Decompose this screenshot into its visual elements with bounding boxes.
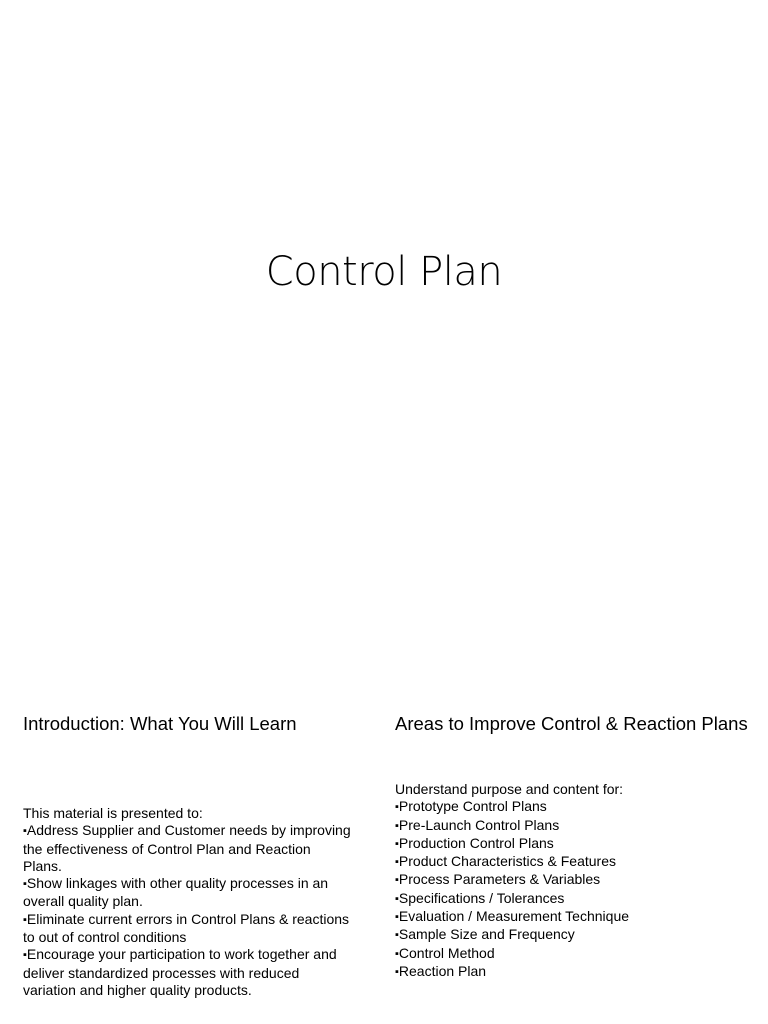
- areas-bullet: ▪ Reaction Plan: [395, 963, 755, 981]
- areas-bullet: ▪ Production Control Plans: [395, 835, 755, 853]
- areas-body: [395, 781, 755, 981]
- areas-bullet: ▪ Control Method: [395, 945, 755, 963]
- intro-body: [23, 805, 353, 999]
- document-title: Control Plan: [265, 249, 503, 295]
- intro-bullet: ▪ Address Supplier and Customer needs by improving the effectiveness of Control Plan and Reaction Plans.: [23, 822, 353, 875]
- areas-section: [395, 712, 755, 979]
- areas-bullet: ▪ Pre-Launch Control Plans: [395, 817, 755, 835]
- intro-heading: Introduction: What You Will Learn: [23, 713, 297, 734]
- areas-bullet: ▪ Prototype Control Plans: [395, 798, 755, 816]
- areas-bullet: ▪ Product Characteristics & Features: [395, 853, 755, 871]
- areas-bullet: ▪ Process Parameters & Variables: [395, 871, 755, 889]
- intro-lead: This material is presented to:: [23, 805, 203, 821]
- areas-bullet: ▪ Evaluation / Measurement Technique: [395, 908, 755, 926]
- areas-heading: Areas to Improve Control & Reaction Plans: [395, 713, 748, 734]
- intro-bullet: ▪ Eliminate current errors in Control Plans & reactions to out of control conditions: [23, 911, 353, 947]
- intro-bullet: ▪ Show linkages with other quality processes in an overall quality plan.: [23, 875, 353, 911]
- areas-bullet: ▪ Specifications / Tolerances: [395, 890, 755, 908]
- intro-bullet: ▪ Encourage your participation to work together and deliver standardized processes with reduced variation and higher quality products.: [23, 946, 353, 999]
- areas-lead: Understand purpose and content for:: [395, 781, 624, 797]
- intro-section: [23, 712, 353, 998]
- areas-bullet: ▪ Sample Size and Frequency: [395, 926, 755, 944]
